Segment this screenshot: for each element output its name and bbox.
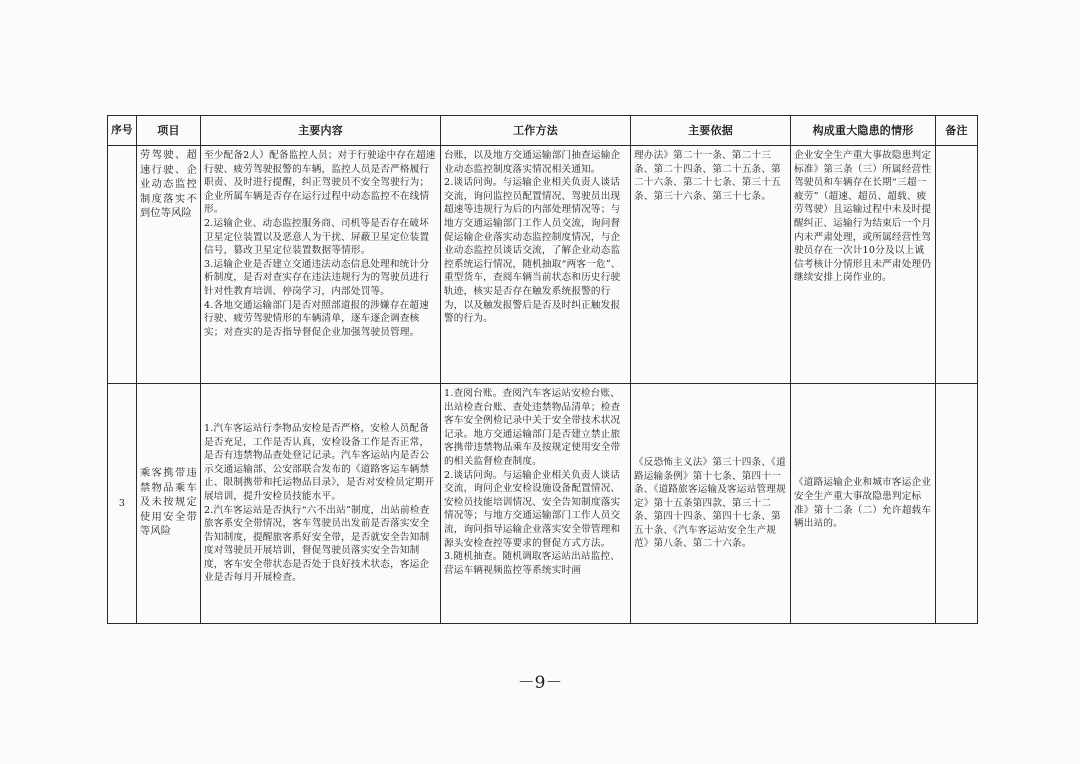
row2-seq: 3 <box>108 384 137 624</box>
row1-content-p3: 4.各地交通运输部门是否对照部道报的涉嫌存在超速行驶、疲劳驾驶情形的车辆清单，逐车逐企调查核实；对查实的是否指导督促企业加强驾驶员管理。 <box>204 299 430 338</box>
row2-content <box>201 384 441 624</box>
row2-item: 乘客携带违禁物品乘车及未按规定使用安全带等风险 <box>137 384 201 624</box>
row1-content <box>201 146 441 384</box>
row2-method-p1: 2.谈话问询。与运输企业相关负责人谈话交流，询问企业安检设施设备配置情况、安检员技能培训情况、安全告知制度落实情况等；与地方交通运输部门工作人员交流，询问指导运输企业落实安全带管理和源头安检查控等要求的督促方式方法。 <box>444 469 621 549</box>
row2-basis: 《反恐怖主义法》第三十四条、《道路运输条例》第十七条、第四十一条、《道路旅客运输及客运站管理规定》第十五条第四款、第三十二条、第四十四条、第四十七条、第五十条、《汽车客运站安全生产规范》第八条、第二十六条。 <box>631 384 791 624</box>
header-item: 项目 <box>137 116 201 146</box>
row2-content-p1: 2.汽车客运站是否执行“六不出站”制度，出站前检查旅客系安全带情况，客车驾驶员出发前是否落实安全告知制度，提醒旅客系好安全带，是否就安全告知制度对驾驶员开展培训，督促驾驶员落实安全告知制度，客车安全带状态是否处于良好技术状态，客运企业是否每月开展检查。 <box>204 504 430 584</box>
page-number: －9－ <box>517 673 563 693</box>
table-row <box>108 384 978 624</box>
row2-method <box>441 384 631 624</box>
header-basis: 主要依据 <box>631 116 791 146</box>
row2-method-p0: 1.查阅台账。查阅汽车客运站安检台账、出站检查台账、查处违禁物品清单；检查客车安全例检记录中关于安全带技术状况记录。地方交通运输部门是否建立禁止旅客携带违禁物品乘车及按规定使用安全带的相关监督检查制度。 <box>444 388 621 467</box>
row1-item: 劳驾驶、超速行驶、企业动态监控制度落实不到位等风险 <box>137 146 201 384</box>
header-hazard: 构成重大隐患的情形 <box>791 116 936 146</box>
row1-method-p0: 台账，以及地方交通运输部门抽查运输企业动态监控制度落实情况相关通知。 <box>444 150 621 175</box>
row2-content-p0: 1.汽车客运站行李物品安检是否严格，安检人员配备是否充足，工作是否认真，安检设备工作是否正常，是否有违禁物品查处登记记录。汽车客运站内是否公示交通运输部、公安部联合发布的《道路客运车辆禁止、限制携带和托运物品目录》，是否对安检员定期开展培训，提升安检员技能水平。 <box>204 422 435 502</box>
table-row <box>108 146 978 384</box>
row1-method <box>441 146 631 384</box>
row1-content-p2: 3.运输企业是否建立交通违法动态信息处理和统计分析制度，是否对查实存在违法违规行为的驾驶员进行针对性教育培训、停岗学习，内部处罚等。 <box>204 258 430 297</box>
row2-method-p2: 3.随机抽查。随机调取客运站出站监控、营运车辆视频监控等系统实时画 <box>444 551 621 576</box>
header-note: 备注 <box>936 116 978 146</box>
row1-content-p0: 至少配备2人）配备监控人员；对于行驶途中存在超速行驶、疲劳驾驶报警的车辆，监控人员是否严格履行职责、及时进行提醒，纠正驾驶员不安全驾驶行为；企业所属车辆是否存在运行过程中动态监控不在线情形。 <box>204 150 436 216</box>
hazard-table <box>107 115 978 624</box>
row2-hazard: 《道路运输企业和城市客运企业安全生产重大事故隐患判定标准》第十二条（二）允许超载车辆出站的。 <box>791 384 936 624</box>
header-row <box>108 116 978 146</box>
row1-content-p1: 2.运输企业、动态监控服务商、司机等是否存在破坏卫星定位装置以及恶意人为干扰、屏蔽卫星定位装置信号，篡改卫星定位装置数据等情形。 <box>204 217 430 257</box>
row2-note <box>936 384 978 624</box>
header-content: 主要内容 <box>201 116 441 146</box>
header-seq: 序号 <box>108 116 137 146</box>
row1-note <box>936 146 978 384</box>
row1-hazard: 企业安全生产重大事故隐患判定标准》第三条（三）所属经营性驾驶员和车辆存在长期“三超一疲劳”（超速、超员、超载、疲劳驾驶）且运输过程中未及时提醒纠正、运输行为结束后一个月内未严肃处理，或所属经营性驾驶员存在一次计10分及以上诚信考核计分情形且未严肃处理仍继续安排上岗作业的。 <box>791 146 936 384</box>
row1-basis: 理办法》第二十一条、第二十三条、第二十四条、第二十五条、第二十六条、第二十七条、第三十五条、第三十六条、第三十七条。 <box>631 146 791 384</box>
row1-method-p1: 2.谈话问询。与运输企业相关负责人谈话交流，询问监控员配置情况、驾驶员出现超速等违规行为后的内部处理情况等；与地方交通运输部门工作人员交流，询问督促运输企业落实动态监控制度情况，与企业动态监控员谈话交流，了解企业动态监控系统运行情况，随机抽取“两客一危”、重型货车，查阅车辆当前状态和历史行驶轨迹，核实是否存在触发系统报警的行为，以及触发报警后是否及时纠正触发报警的行为。 <box>444 177 621 325</box>
header-method: 工作方法 <box>441 116 631 146</box>
row1-seq <box>108 146 137 384</box>
